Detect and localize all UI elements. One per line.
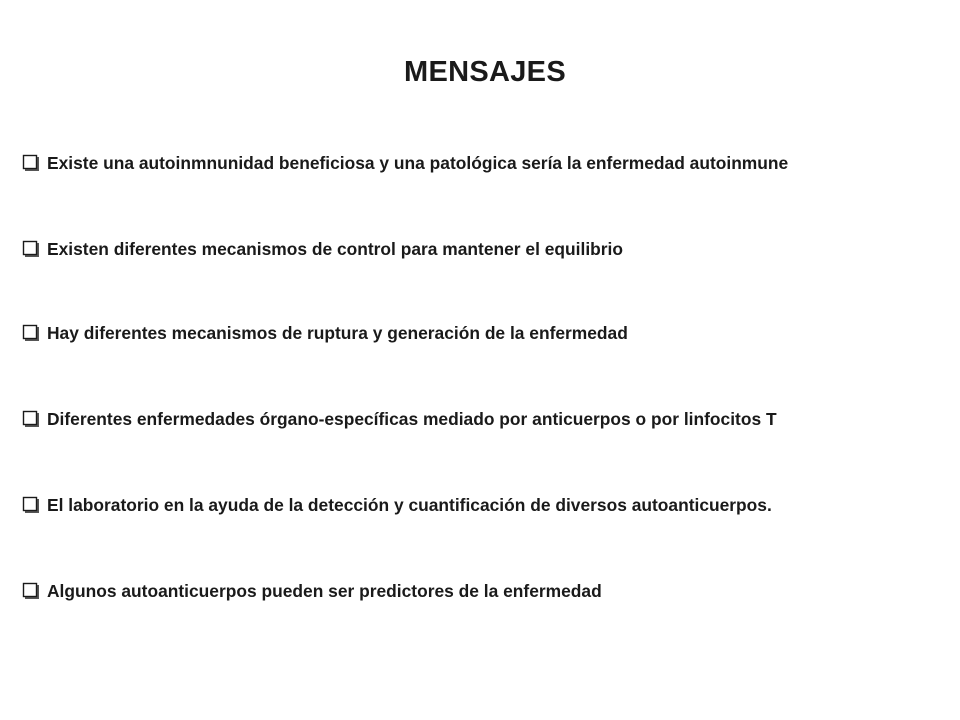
checkbox-icon <box>22 240 40 258</box>
checkbox-icon <box>22 154 40 172</box>
bullet-item <box>22 406 952 432</box>
bullet-text: Hay diferentes mecanismos de ruptura y generación de la enfermedad <box>47 322 628 343</box>
checkbox-icon <box>22 324 40 342</box>
bullet-text: El laboratorio en la ayuda de la detección y cuantificación de diversos autoanticuerpos. <box>47 494 772 515</box>
checkbox-icon <box>22 582 40 600</box>
bullet-text: Existen diferentes mecanismos de control para mantener el equilibrio <box>47 238 623 259</box>
checkbox-icon <box>22 496 40 514</box>
bullet-item <box>22 320 952 346</box>
bullet-item <box>22 492 952 518</box>
bullet-text: Diferentes enfermedades órgano-específicas mediado por anticuerpos o por linfocitos T <box>47 408 777 429</box>
slide-title: MENSAJES <box>404 56 566 88</box>
bullet-text: Existe una autoinmnunidad beneficiosa y una patológica sería la enfermedad autoinmune <box>47 152 789 173</box>
bullet-item <box>22 236 952 262</box>
bullet-item <box>22 578 952 604</box>
bullet-item <box>22 150 952 176</box>
checkbox-icon <box>22 410 40 428</box>
bullet-text: Algunos autoanticuerpos pueden ser predictores de la enfermedad <box>47 580 602 601</box>
